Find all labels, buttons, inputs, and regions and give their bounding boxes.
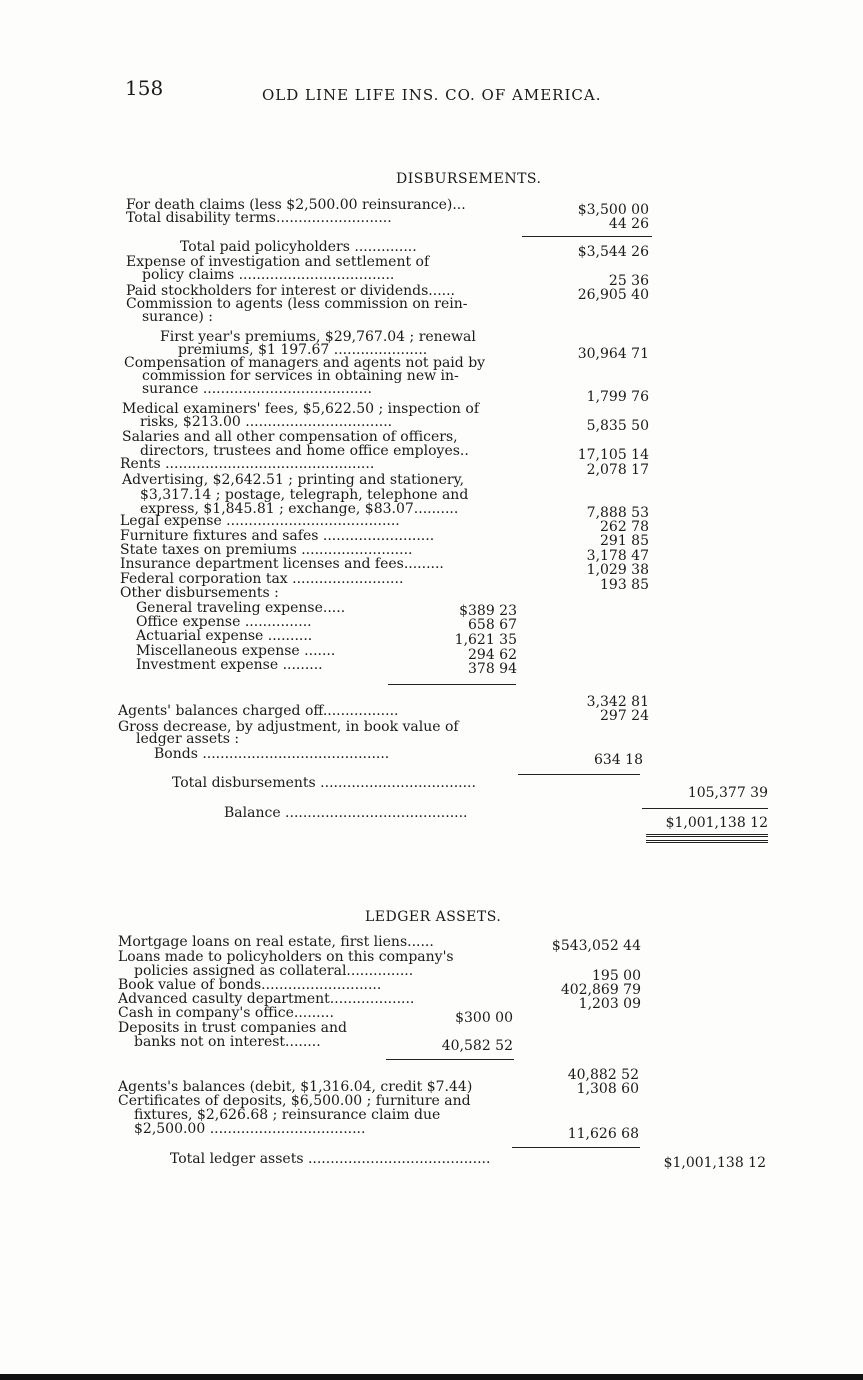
ledger-line: Deposits in trust companies and xyxy=(118,1020,347,1036)
balance-label: Balance ......................................... xyxy=(224,805,468,821)
disbursement-line: commission for services in obtaining new in- xyxy=(142,368,459,384)
other-disbursement-amount: 378 94 xyxy=(468,661,517,677)
disbursement-amount: 26,905 40 xyxy=(577,287,649,303)
disbursement-amount: 291 85 xyxy=(600,533,649,549)
disbursement-line: Total disability terms.......................... xyxy=(126,210,392,226)
ledger-line: banks not on interest........ xyxy=(134,1034,321,1050)
other-disbursement-amount: 294 62 xyxy=(468,647,517,663)
disbursement-amount: 5,835 50 xyxy=(586,418,649,434)
disbursement-line: Legal expense ....................................... xyxy=(120,513,400,529)
disbursement-line: surance) : xyxy=(142,309,214,325)
disbursement-line: Other disbursements : xyxy=(120,585,279,601)
disbursement-line: policy claims ................................... xyxy=(142,267,395,283)
disbursement-amount: $3,500 00 xyxy=(577,202,649,218)
disbursement-line: $3,317.14 ; postage, telegraph, telephone and xyxy=(140,487,469,503)
disbursement-amount: 3,178 47 xyxy=(586,548,649,564)
disbursement-line: Compensation of managers and agents not paid by xyxy=(124,355,486,371)
ledger-line: Cash in company's office......... xyxy=(118,1005,334,1021)
ledger-amount: 40,582 52 xyxy=(441,1038,513,1054)
ledger-amount: 1,308 60 xyxy=(576,1081,639,1097)
other-disbursement-line: Office expense ............... xyxy=(136,614,312,630)
subtotal-rule xyxy=(388,684,516,685)
disbursement-amount: 3,342 81 xyxy=(586,694,649,710)
scan-edge xyxy=(0,1374,863,1380)
disbursement-line: For death claims (less $2,500.00 reinsurance)... xyxy=(126,197,466,213)
disbursement-line: State taxes on premiums ......................... xyxy=(120,542,413,558)
disbursement-line: Furniture fixtures and safes ......................... xyxy=(120,528,435,544)
disbursement-line: Insurance department licenses and fees......... xyxy=(120,556,444,572)
disbursement-amount: 262 78 xyxy=(600,519,649,535)
other-disbursement-line: Investment expense ......... xyxy=(136,657,323,673)
subtotal-rule xyxy=(522,236,652,237)
ledger-amount: 1,203 09 xyxy=(578,996,641,1012)
subtotal-rule xyxy=(518,774,640,775)
balance-double-rule xyxy=(646,840,768,843)
total-disbursements-label: Total disbursements ................................... xyxy=(172,775,476,791)
total-rule xyxy=(642,808,768,809)
disbursement-amount: 30,964 71 xyxy=(577,346,649,362)
other-disbursement-line: General traveling expense..... xyxy=(136,600,346,616)
disbursement-amount: 297 24 xyxy=(600,708,649,724)
disbursement-line: Salaries and all other compensation of officers, xyxy=(122,429,458,445)
subtotal-rule xyxy=(512,1147,640,1148)
disbursement-line: Agents' balances charged off................. xyxy=(118,703,399,719)
ledger-amount: 40,882 52 xyxy=(567,1067,639,1083)
total-ledger-assets-value: $1,001,138 12 xyxy=(663,1155,766,1171)
disbursement-line: surance ...................................... xyxy=(142,381,372,397)
other-disbursement-line: Actuarial expense .......... xyxy=(136,628,313,644)
disbursement-amount: 1,799 76 xyxy=(586,389,649,405)
disbursements-title: DISBURSEMENTS. xyxy=(396,171,542,187)
page-header-title: OLD LINE LIFE INS. CO. OF AMERICA. xyxy=(262,86,602,104)
ledger-line: Agents's balances (debit, $1,316.04, credit $7.44) xyxy=(118,1079,473,1095)
ledger-line: Advanced casulty department................... xyxy=(118,991,415,1007)
disbursement-line: Medical examiners' fees, $5,622.50 ; inspection of xyxy=(122,401,480,417)
balance-value: $1,001,138 12 xyxy=(665,815,768,831)
disbursement-line: risks, $213.00 ................................. xyxy=(140,414,393,430)
disbursement-line: Federal corporation tax ......................... xyxy=(120,571,404,587)
disbursement-line: Commission to agents (less commission on rein- xyxy=(126,296,468,312)
disbursement-amount: 2,078 17 xyxy=(586,462,649,478)
ledger-amount: 11,626 68 xyxy=(567,1126,639,1142)
disbursement-line: Total paid policyholders .............. xyxy=(180,239,417,255)
disbursement-amount: 193 85 xyxy=(600,577,649,593)
disbursement-amount: $3,544 26 xyxy=(577,244,649,260)
disbursement-amount: 44 26 xyxy=(608,216,649,232)
ledger-line: Certificates of deposits, $6,500.00 ; furniture and xyxy=(118,1093,471,1109)
page-number: 158 xyxy=(125,76,164,100)
other-disbursement-amount: 658 67 xyxy=(468,617,517,633)
ledger-amount: 195 00 xyxy=(592,968,641,984)
disbursement-line: express, $1,845.81 ; exchange, $83.07.......... xyxy=(140,501,459,517)
disbursement-line: Expense of investigation and settlement of xyxy=(126,254,430,270)
disbursement-amount: 7,888 53 xyxy=(586,505,649,521)
total-ledger-assets-label: Total ledger assets ......................................... xyxy=(170,1151,491,1167)
ledger-amount: 402,869 79 xyxy=(560,982,641,998)
disbursement-line: directors, trustees and home office employes.. xyxy=(140,443,469,459)
disbursement-line: Gross decrease, by adjustment, in book value of xyxy=(118,719,459,735)
disbursement-line: Rents ............................................... xyxy=(120,456,375,472)
subtotal-rule xyxy=(386,1059,514,1060)
ledger-line: $2,500.00 ................................... xyxy=(134,1121,366,1137)
disbursement-line: Bonds .......................................... xyxy=(154,746,390,762)
disbursement-amount: 1,029 38 xyxy=(586,562,649,578)
ledger-line: fixtures, $2,626.68 ; reinsurance claim due xyxy=(134,1107,441,1123)
disbursement-amount: 634 18 xyxy=(594,752,643,768)
ledger-line: Book value of bonds........................... xyxy=(118,977,382,993)
ledger-line: Mortgage loans on real estate, first liens...... xyxy=(118,934,434,950)
ledger-line: policies assigned as collateral............... xyxy=(134,963,414,979)
ledger-assets-title: LEDGER ASSETS. xyxy=(365,909,502,925)
total-disbursements-value: 105,377 39 xyxy=(687,785,768,801)
disbursement-line: Paid stockholders for interest or dividends...... xyxy=(126,283,455,299)
disbursement-line: First year's premiums, $29,767.04 ; renewal xyxy=(160,329,476,345)
other-disbursement-amount: 1,621 35 xyxy=(454,632,517,648)
disbursement-line: Advertising, $2,642.51 ; printing and stationery, xyxy=(122,472,465,488)
ledger-amount: $543,052 44 xyxy=(551,938,641,954)
ledger-line: Loans made to policyholders on this company's xyxy=(118,949,454,965)
other-disbursement-amount: $389 23 xyxy=(459,603,517,619)
disbursement-amount: 25 36 xyxy=(608,273,649,289)
other-disbursement-line: Miscellaneous expense ....... xyxy=(136,643,336,659)
disbursement-line: premiums, $1 197.67 ..................... xyxy=(178,342,428,358)
disbursement-line: ledger assets : xyxy=(136,731,240,747)
balance-double-rule xyxy=(646,834,768,837)
ledger-amount: $300 00 xyxy=(455,1010,513,1026)
disbursement-amount: 17,105 14 xyxy=(577,447,649,463)
